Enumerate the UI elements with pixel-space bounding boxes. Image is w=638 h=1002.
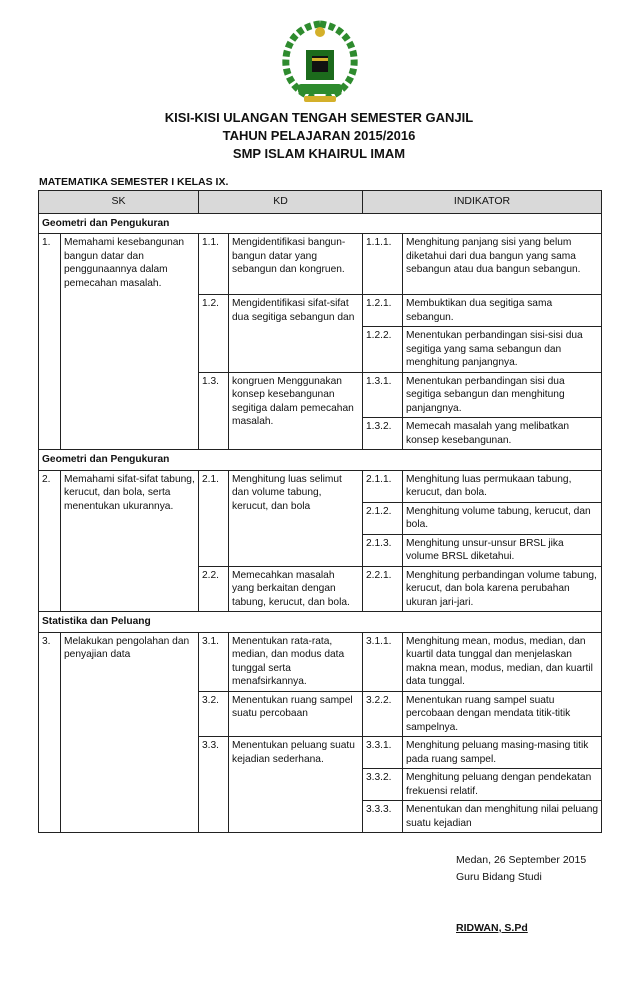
document-title-line1: KISI-KISI ULANGAN TENGAH SEMESTER GANJIL xyxy=(164,110,474,125)
document-title-line2: TAHUN PELAJARAN 2015/2016 xyxy=(222,128,416,143)
indicator-text: Menghitung perbandingan volume tabung, kerucut, dan bola karena perubahan ukuran jari-jari. xyxy=(403,566,602,612)
kd-text: Menentukan rata-rata, median, dan modus data tunggal serta menafsirkannya. xyxy=(229,632,363,691)
signer-name: RIDWAN, S.Pd xyxy=(456,922,528,934)
indicator-number: 3.2.2. xyxy=(363,691,403,737)
kd-text: Menentukan ruang sampel suatu percobaan xyxy=(229,691,363,737)
kd-number: 3.1. xyxy=(199,632,229,691)
indicator-number: 1.3.1. xyxy=(363,372,403,418)
indicator-text: Menghitung volume tabung, kerucut, dan bola. xyxy=(403,502,602,534)
indicator-text: Menentukan perbandingan sisi-sisi dua segitiga yang sama sebangun dan menghitung panjangnya. xyxy=(403,327,602,373)
indicator-text: Membuktikan dua segitiga sama sebangun. xyxy=(403,295,602,327)
section-heading: Statistika dan Peluang xyxy=(39,612,602,633)
col-header-sk: SK xyxy=(39,191,199,214)
kd-text: Menghitung luas selimut dan volume tabung, kerucut, dan bola xyxy=(229,470,363,566)
indicator-number: 1.2.2. xyxy=(363,327,403,373)
indicator-text: Menentukan ruang sampel suatu percobaan dengan mendata titik-titik sampelnya. xyxy=(403,691,602,737)
kd-text: Mengidentifikasi sifat-sifat dua segitiga sebangun dan xyxy=(229,295,363,373)
kd-number: 3.2. xyxy=(199,691,229,737)
indicator-number: 1.3.2. xyxy=(363,418,403,450)
kd-text: Menentukan peluang suatu kejadian sederhana. xyxy=(229,737,363,833)
col-header-indikator: INDIKATOR xyxy=(363,191,602,214)
table-row xyxy=(39,234,602,295)
indicator-text: Menentukan dan menghitung nilai peluang suatu kejadian xyxy=(403,801,602,833)
kd-number: 1.3. xyxy=(199,372,229,450)
kd-number: 3.3. xyxy=(199,737,229,833)
school-emblem-icon xyxy=(278,20,362,106)
sk-number: 3. xyxy=(39,632,61,833)
indicator-number: 1.2.1. xyxy=(363,295,403,327)
signer-role: Guru Bidang Studi xyxy=(456,871,542,883)
section-heading: Geometri dan Pengukuran xyxy=(39,450,602,471)
kd-text: kongruen Menggunakan konsep kesebangunan segitiga dalam pemecahan masalah. xyxy=(229,372,363,450)
indicator-number: 2.1.1. xyxy=(363,470,403,502)
table-row xyxy=(39,632,602,691)
table-header-row xyxy=(39,191,602,214)
kisi-kisi-table xyxy=(38,190,602,833)
table-row xyxy=(39,470,602,502)
subject-heading: MATEMATIKA SEMESTER I KELAS IX. xyxy=(39,176,229,188)
kd-number: 1.1. xyxy=(199,234,229,295)
indicator-text: Menghitung panjang sisi yang belum diketahui dari dua bangun yang sama sebangun atau dua bangun sebangun. xyxy=(403,234,602,295)
sk-text: Melakukan pengolahan dan penyajian data xyxy=(61,632,199,833)
indicator-text: Menghitung peluang dengan pendekatan frekuensi relatif. xyxy=(403,769,602,801)
indicator-text: Menghitung luas permukaan tabung, kerucut, dan bola. xyxy=(403,470,602,502)
sk-number: 2. xyxy=(39,470,61,612)
indicator-number: 2.1.2. xyxy=(363,502,403,534)
indicator-number: 2.1.3. xyxy=(363,534,403,566)
section-heading: Geometri dan Pengukuran xyxy=(39,213,602,234)
document-title-line3: SMP ISLAM KHAIRUL IMAM xyxy=(232,146,406,161)
sk-text: Memahami kesebangunan bangun datar dan penggunaannya dalam pemecahan masalah. xyxy=(61,234,199,450)
indicator-number: 3.1.1. xyxy=(363,632,403,691)
indicator-number: 3.3.3. xyxy=(363,801,403,833)
sk-text: Memahami sifat-sifat tabung, kerucut, dan bola, serta menentukan ukurannya. xyxy=(61,470,199,612)
indicator-text: Menghitung unsur-unsur BRSL jika volume BRSL diketahui. xyxy=(403,534,602,566)
signature-block xyxy=(456,852,586,886)
kd-text: Memecahkan masalah yang berkaitan dengan tabung, kerucut, dan bola. xyxy=(229,566,363,612)
place-date: Medan, 26 September 2015 xyxy=(456,854,587,866)
kd-number: 1.2. xyxy=(199,295,229,373)
sk-number: 1. xyxy=(39,234,61,450)
indicator-number: 3.3.2. xyxy=(363,769,403,801)
indicator-number: 1.1.1. xyxy=(363,234,403,295)
indicator-number: 3.3.1. xyxy=(363,737,403,769)
kd-number: 2.2. xyxy=(199,566,229,612)
kd-number: 2.1. xyxy=(199,470,229,566)
indicator-number: 2.2.1. xyxy=(363,566,403,612)
indicator-text: Menghitung peluang masing-masing titik pada ruang sampel. xyxy=(403,737,602,769)
indicator-text: Menghitung mean, modus, median, dan kuartil data tunggal dan menjelaskan makna mean, modus, median, dan kuartil data tunggal. xyxy=(403,632,602,691)
indicator-text: Menentukan perbandingan sisi dua segitiga sebangun dan menghitung panjangnya. xyxy=(403,372,602,418)
indicator-text: Memecah masalah yang melibatkan konsep kesebangunan. xyxy=(403,418,602,450)
col-header-kd: KD xyxy=(199,191,363,214)
kd-text: Mengidentifikasi bangun-bangun datar yang sebangun dan kongruen. xyxy=(229,234,363,295)
